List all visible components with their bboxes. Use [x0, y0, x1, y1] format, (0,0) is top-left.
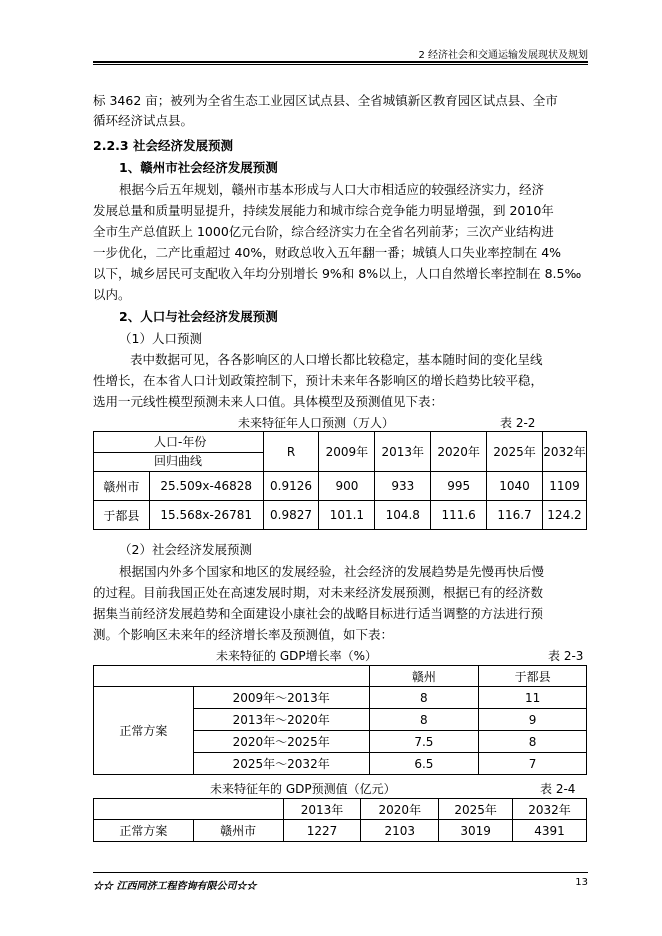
page-number: 13 — [575, 877, 588, 888]
table-row — [94, 472, 587, 501]
cell: 8 — [369, 709, 479, 731]
period-label: 2013年～2020年 — [193, 709, 369, 731]
gdp-growth-table — [93, 665, 587, 775]
header-rule — [93, 61, 588, 63]
cell: 900 — [319, 472, 375, 501]
paragraph-line: 测。个影响区未来年的经济增长率及预测值，如下表： — [93, 627, 394, 642]
paragraph-line: 的过程。目前我国正处在高速发展时期，对未来经济发展预测，根据已有的经济数 — [93, 585, 544, 600]
paragraph-line: 根据今后五年规划，赣州市基本形成与人口大市相适应的较强经济实力，经济 — [119, 182, 545, 197]
cell: 0.9126 — [263, 472, 319, 501]
table-title: 未来特征年人口预测（万人） — [238, 416, 395, 430]
paragraph-line: 以下，城乡居民可支配收入年均分别增长 9%和 8%以上，人口自然增长率控制在 8.5‰ — [93, 266, 582, 281]
cell: 7 — [479, 753, 587, 775]
cell: 933 — [375, 472, 431, 501]
cell-formula: 25.509x-46828 — [149, 472, 263, 501]
cell: 0.9827 — [263, 501, 319, 530]
table-corner-header — [94, 432, 264, 472]
cell: 116.7 — [487, 501, 543, 530]
region-label: 赣州市 — [193, 820, 283, 842]
empty-header — [94, 799, 284, 820]
column-header: 2013年 — [375, 432, 431, 472]
table-row — [94, 687, 587, 709]
column-header: R — [263, 432, 319, 472]
column-header: 2032年 — [513, 799, 587, 820]
header-rule-thin — [93, 64, 588, 65]
paragraph-line: 据集当前经济发展趋势和全面建设小康社会的战略目标进行适当调整的方法进行预 — [93, 606, 544, 621]
paragraph-line: 标 3462 亩；被列为全省生态工业园区试点县、全省城镇新区教育园区试点县、全市 — [93, 93, 558, 108]
paragraph-line: 以内。 — [93, 287, 131, 302]
paragraph-line: 循环经济试点县。 — [93, 113, 194, 128]
row-label: 赣州市 — [94, 472, 150, 501]
table-number: 表 2-2 — [500, 416, 536, 430]
table-number: 表 2-4 — [540, 782, 576, 796]
cell: 9 — [479, 709, 587, 731]
gdp-forecast-table — [93, 798, 587, 842]
population-forecast-table — [93, 431, 587, 530]
table-row — [94, 820, 587, 842]
cell: 1227 — [283, 820, 361, 842]
paragraph-line: 选用一元线性模型预测未来人口值。具体模型及预测值见下表： — [93, 394, 444, 409]
cell: 2103 — [361, 820, 439, 842]
subsubsection-heading: （1）人口预测 — [119, 331, 202, 346]
column-header: 赣州 — [369, 666, 479, 687]
paragraph-line: 性增长，在本省人口计划政策控制下，预计未来年各影响区的增长趋势比较平稳， — [93, 373, 544, 388]
cell: 1040 — [487, 472, 543, 501]
cell: 101.1 — [319, 501, 375, 530]
cell: 4391 — [513, 820, 587, 842]
cell: 1109 — [542, 472, 586, 501]
cell: 111.6 — [431, 501, 487, 530]
period-label: 2009年～2013年 — [193, 687, 369, 709]
cell: 104.8 — [375, 501, 431, 530]
table-title: 未来特征年的 GDP预测值（亿元） — [210, 782, 396, 796]
corner-header-top: 人口-年份 — [94, 432, 263, 453]
subsection-heading: 2、人口与社会经济发展预测 — [119, 309, 278, 324]
footer-rule — [93, 872, 588, 873]
cell: 3019 — [439, 820, 513, 842]
table-number: 表 2-3 — [548, 649, 584, 663]
cell-formula: 15.568x-26781 — [149, 501, 263, 530]
period-label: 2020年～2025年 — [193, 731, 369, 753]
subsection-heading: 1、赣州市社会经济发展预测 — [119, 160, 278, 175]
footer-company: ☆☆ 江西同济工程咨询有限公司☆☆ — [93, 881, 257, 892]
period-label: 2025年～2032年 — [193, 753, 369, 775]
paragraph-line: 发展总量和质量明显提升，持续发展能力和城市综合竞争能力明显增强，到 2010年 — [93, 203, 554, 218]
section-heading: 2.2.3 社会经济发展预测 — [93, 138, 233, 153]
column-header: 2020年 — [361, 799, 439, 820]
paragraph-line: 表中数据可见，各各影响区的人口增长都比较稳定，基本随时间的变化呈线 — [130, 352, 543, 367]
cell: 6.5 — [369, 753, 479, 775]
column-header: 2013年 — [283, 799, 361, 820]
cell: 8 — [479, 731, 587, 753]
table-title: 未来特征的 GDP增长率（%） — [216, 649, 377, 663]
column-header: 于都县 — [479, 666, 587, 687]
cell: 7.5 — [369, 731, 479, 753]
cell: 995 — [431, 472, 487, 501]
column-header: 2020年 — [431, 432, 487, 472]
column-header: 2025年 — [439, 799, 513, 820]
paragraph-line: 全市生产总值跃上 1000亿元台阶，综合经济实力在全省名列前茅；三次产业结构进 — [93, 224, 554, 239]
subsubsection-heading: （2）社会经济发展预测 — [119, 542, 252, 557]
paragraph-line: 根据国内外多个国家和地区的发展经验，社会经济的发展趋势是先慢再快后慢 — [119, 564, 545, 579]
running-header: 2 经济社会和交通运输发展现状及规划 — [418, 50, 588, 61]
cell: 124.2 — [542, 501, 586, 530]
empty-header — [94, 666, 370, 687]
column-header: 2032年 — [542, 432, 586, 472]
column-header: 2009年 — [319, 432, 375, 472]
cell: 8 — [369, 687, 479, 709]
cell: 11 — [479, 687, 587, 709]
corner-header-bottom: 回归曲线 — [154, 454, 203, 468]
row-label: 于都县 — [94, 501, 150, 530]
scenario-label: 正常方案 — [94, 687, 194, 775]
column-header: 2025年 — [487, 432, 543, 472]
scenario-label: 正常方案 — [94, 820, 194, 842]
paragraph-line: 一步优化，二产比重超过 40%，财政总收入五年翻一番；城镇人口失业率控制在 4% — [93, 245, 562, 260]
table-row — [94, 501, 587, 530]
